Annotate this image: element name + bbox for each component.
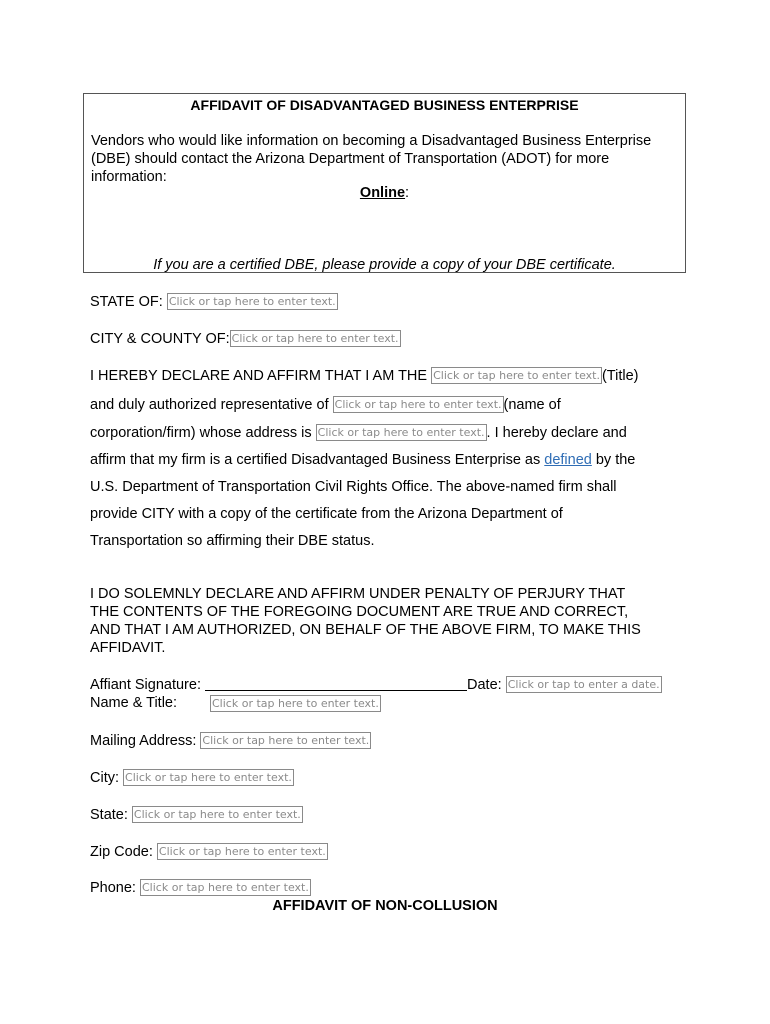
affiant-signature-label: Affiant Signature: [90, 677, 201, 693]
name-title-field[interactable]: Click or tap here to enter text. [212, 697, 379, 710]
declaration-line-3 [90, 424, 627, 441]
phone-field[interactable]: Click or tap here to enter text. [142, 881, 309, 894]
phone-label: Phone: [90, 880, 136, 896]
affiant-signature-row [90, 676, 662, 693]
state-address-row [90, 806, 303, 823]
declaration-text: by the [591, 452, 636, 468]
declaration-text: affirm that my firm is a certified Disadvantaged Business Enterprise as [90, 452, 545, 468]
declaration-line-6: provide CITY with a copy of the certificate from the Arizona Department of [90, 506, 563, 522]
declaration-line-5: U.S. Department of Transportation Civil Rights Office. The above-named firm shall [90, 479, 617, 495]
address-field[interactable]: Click or tap here to enter text. [317, 426, 485, 439]
city-county-row [90, 330, 401, 347]
phone-row [90, 879, 311, 896]
city-field[interactable]: Click or tap here to enter text. [125, 771, 292, 784]
state-address-field[interactable]: Click or tap here to enter text. [133, 808, 301, 821]
city-row [90, 769, 294, 786]
solemn-line: AND THAT I AM AUTHORIZED, ON BEHALF OF THE ABOVE FIRM, TO MAKE THIS [90, 622, 641, 638]
name-title-label: Name & Title: [90, 695, 178, 711]
declaration-text: corporation/firm) whose address is [90, 425, 316, 441]
dbe-certificate-note: If you are a certified DBE, please provide a copy of your DBE certificate. [153, 257, 616, 273]
zip-code-label: Zip Code: [90, 844, 153, 860]
declaration-text: I HEREBY DECLARE AND AFFIRM THAT I AM THE [90, 368, 432, 384]
dbe-info-box [83, 93, 686, 273]
declaration-line-2 [90, 396, 561, 413]
declaration-text: . I hereby declare and [486, 425, 627, 441]
city-county-field[interactable]: Click or tap here to enter text. [231, 332, 399, 345]
dbe-info-text: Vendors who would like information on becoming a Disadvantaged Business Enterprise (DBE) should contact the Arizona Department of Transportation (ADOT) for more information: [91, 133, 652, 185]
mailing-address-field[interactable]: Click or tap here to enter text. [202, 734, 370, 747]
date-label: Date: [467, 677, 502, 693]
mailing-address-row [90, 732, 371, 749]
declaration-text: and duly authorized representative of [90, 397, 333, 413]
declaration-line-4 [90, 452, 635, 468]
title-field[interactable]: Click or tap here to enter text. [433, 369, 600, 382]
representative-of-field[interactable]: Click or tap here to enter text. [334, 398, 502, 411]
solemn-line: THE CONTENTS OF THE FOREGOING DOCUMENT ARE TRUE AND CORRECT, [90, 604, 629, 620]
declaration-text: (name of [503, 397, 561, 413]
date-field[interactable]: Click or tap to enter a date. [507, 678, 660, 691]
zip-code-row [90, 843, 328, 860]
non-collusion-title: AFFIDAVIT OF NON-COLLUSION [272, 898, 498, 914]
city-county-label: CITY & COUNTY OF: [90, 331, 230, 347]
zip-code-field[interactable]: Click or tap here to enter text. [158, 845, 326, 858]
solemn-line: I DO SOLEMNLY DECLARE AND AFFIRM UNDER PENALTY OF PERJURY THAT [90, 586, 626, 602]
state-address-label: State: [90, 807, 128, 823]
declaration-line-1 [90, 367, 638, 384]
defined-link[interactable]: defined [544, 452, 592, 468]
affidavit-dbe-title: AFFIDAVIT OF DISADVANTAGED BUSINESS ENTERPRISE [190, 97, 579, 113]
solemn-line: AFFIDAVIT. [90, 640, 166, 656]
state-of-field[interactable]: Click or tap here to enter text. [168, 295, 336, 308]
affiant-signature-line[interactable] [205, 676, 467, 691]
online-colon: : [405, 185, 410, 201]
solemn-declaration [90, 585, 641, 657]
declaration-text: (Title) [601, 368, 639, 384]
declaration-line-7: Transportation so affirming their DBE status. [90, 533, 375, 549]
city-label: City: [90, 770, 119, 786]
state-row [90, 293, 338, 310]
online-label: Online [359, 185, 406, 201]
mailing-address-label: Mailing Address: [90, 733, 197, 749]
state-label: STATE OF: [90, 294, 163, 310]
online-line [84, 185, 685, 201]
